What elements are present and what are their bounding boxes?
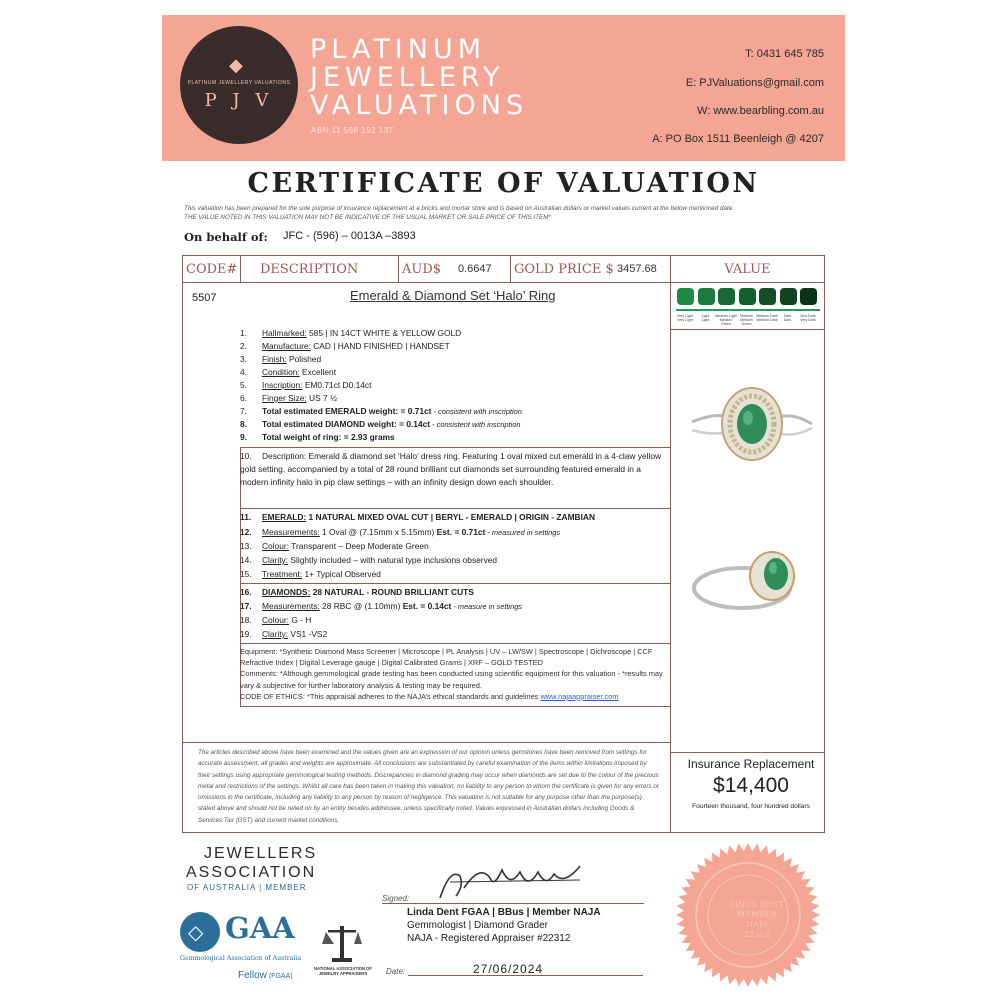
colour-swatch (759, 288, 776, 305)
jewellers-association-line-3: OF AUSTRALIA | MEMBER (187, 883, 307, 892)
aud-label: AUD$ (402, 262, 442, 277)
table-top-border (182, 255, 824, 256)
gaa-diamond-icon: ◇ (188, 922, 204, 944)
detail-row-9: 9. Total weight of ring: = 2.93 grams (240, 432, 395, 442)
legal-disclaimer: The articles described above have been examined and the values given are an expression of our opinion unless gemstones have been removed from settings for accurate assessment, all grades and weights are approximate. All conclusions are substantiated by careful examination of the items within limitations imposed by their settings using appropriate gemmological testing methods. Discrepancies in diamond grading may occur when diamonds are set due to the colour of the precious metal and restrictions of the settings. Whilst all care has been taken in making this valuation, no liability to any person to whom the certificate is given for any errors or omissions in the certificate, including any liability to any person by reason of negligence. This valuation is not suitable for any purpose other than the purpose(s) stated above and should not be relied on by an entity besides addressee, unless specifically noted. Values expressed in Australian dollars including Goods & Services Tax (GST) and current market conditions. (198, 749, 659, 824)
equipment-block: Equipment: *Synthetic Diamond Mass Screener | Microscope | PL Analysis | UV – LW/SW | Spectroscope | Dichroscope | CCF Refractive Index | Digital Leverage gauge | Digital Calibrated Grams | XRF – GOLD TESTED Comments: *Although gemmological grade testing has been conducted using scientific equipment for this valuation - *results may vary & subjective for further laboratory analysis & testing may be required. CODE OF ETHICS: *This appraisal adheres to the NAJA’s ethical standards and guidelines www.najaappraiser.com (240, 647, 663, 701)
aud-value: 0.6647 (458, 263, 492, 275)
on-behalf-label: On behalf of: (184, 230, 268, 244)
diamond-row-17: 17. Measurements: 28 RBC @ (1.10mm) Est. = 0.14ct - measure in settings (240, 601, 522, 611)
signer-title: Gemmologist | Diamond Grader (407, 920, 548, 931)
contact-email: E: PJValuations@gmail.com (685, 77, 824, 89)
emerald-row-15: 15. Treatment: 1+ Typical Observed (240, 569, 381, 579)
emerald-row-12: 12. Measurements: 1 Oval @ (7.15mm x 5.15mm) Est. = 0.71ct - measured in settings (240, 527, 561, 537)
gold-col-divider (510, 255, 511, 282)
table-right-border (824, 255, 825, 833)
equipment-top-line (240, 643, 670, 644)
logo-initials: P J V (204, 90, 274, 111)
table-left-border (182, 255, 183, 833)
colour-scale-label: Very Light Very Light (677, 314, 693, 322)
naja-link[interactable]: www.najaappraiser.com (540, 691, 619, 701)
colour-scale-label: Medium Light Medium Green (715, 314, 737, 326)
detail-row-2: 2. Manufacture: CAD | HAND FINISHED | HANDSET (240, 341, 450, 351)
detail-row-6: 6. Finger Size: US 7 ½ (240, 393, 337, 403)
colour-scale-label: Light Light (701, 314, 710, 322)
logo-ring-text: PLATINUM JEWELLERY VALUATIONS (187, 80, 291, 86)
colour-scale-bar (676, 309, 820, 311)
certificate-title: CERTIFICATE OF VALUATION (247, 168, 760, 199)
scale-divider (671, 329, 824, 330)
col-header-description: DESCRIPTION (260, 262, 359, 277)
jewellers-association-line-1: JEWELLERS (204, 845, 318, 862)
diamond-row-19: 19. Clarity: VS1 -VS2 (240, 629, 328, 639)
item-code: 5507 (192, 292, 217, 304)
detail-row-3: 3. Finish: Polished (240, 354, 322, 364)
colour-swatch (780, 288, 797, 305)
contact-phone: T: 0431 645 785 (745, 48, 824, 60)
code-col-divider (240, 255, 241, 282)
diamonds-heading: 16. DIAMONDS: 28 NATURAL - ROUND BRILLIANT CUTS (240, 587, 474, 597)
disclaimer-line-1: This valuation has been prepared for the sole purpose of insurance replacement at a bricks and mortar store and is based on Australian dollars or market values current at the below mentioned date. (184, 205, 735, 212)
naja-scales-icon (320, 920, 364, 964)
jewellers-association-line-2: ASSOCIATION (186, 864, 317, 881)
colour-swatch (718, 288, 735, 305)
diamond-row-18: 18. Colour: G - H (240, 615, 312, 625)
legal-divider (182, 742, 671, 743)
table-bottom-border (182, 832, 825, 833)
emerald-row-13: 13. Colour: Transparent – Deep Moderate Green (240, 541, 429, 551)
colour-swatch (698, 288, 715, 305)
brand-line-2: JEWELLERY (310, 62, 505, 93)
disclaimer-line-2: THE VALUE NOTED IN THIS VALUATION MAY NOT BE INDICATIVE OF THE USUAL MARKET OR SALE PRICE OF THIS ITEM* (184, 214, 551, 221)
brand-line-3: VALUATIONS (310, 90, 529, 121)
col-header-value: VALUE (724, 262, 771, 277)
header-row-border (182, 282, 824, 283)
item-title: Emerald & Diamond Set ‘Halo’ Ring (350, 288, 556, 303)
insurance-amount: $14,400 (713, 774, 789, 797)
emerald-top-line (240, 508, 670, 509)
colour-scale-label: Medium Medium Green (740, 314, 753, 326)
diamond-icon: ◆ (229, 55, 243, 75)
colour-scale-label: Medium Dark Medium Dark (756, 314, 778, 322)
colour-swatch (739, 288, 756, 305)
signed-label: Signed: (382, 894, 410, 903)
date-value: 27/06/2024 (473, 962, 544, 976)
diamond-top-line (240, 583, 670, 584)
seal-text: LINDA DENT MEMBER NAJA 22312 (729, 900, 785, 939)
date-label: Date: (386, 967, 406, 976)
insurance-label: Insurance Replacement (687, 757, 815, 771)
signer-name: Linda Dent FGAA | BBus | Member NAJA (407, 907, 601, 918)
equipment-bottom-line (240, 706, 670, 707)
ring-photo-side (690, 548, 814, 618)
detail-row-4: 4. Condition: Excellent (240, 367, 337, 377)
insurance-divider (671, 752, 824, 753)
emerald-heading: 11. EMERALD: 1 NATURAL MIXED OVAL CUT | BERYL - EMERALD | ORIGIN - ZAMBIAN (240, 512, 596, 522)
emerald-row-14: 14. Clarity: Slightly included – with natural type inclusions observed (240, 555, 498, 565)
naja-name: NATIONAL ASSOCIATION OF JEWELRY APPRAISERS (313, 966, 372, 976)
detail-row-7: 7. Total estimated EMERALD weight: = 0.71ct - consistent with inscription (240, 406, 522, 416)
contact-website: W: www.bearbling.com.au (697, 105, 824, 117)
brand-line-1: PLATINUM (310, 34, 487, 65)
detail-row-5: 5. Inscription: EM0.71ct D0.14ct (240, 380, 372, 390)
contact-address: A: PO Box 1511 Beenleigh @ 4207 (652, 133, 824, 145)
abn-number: ABN 11 568 192 137 (311, 126, 394, 135)
on-behalf-value: JFC - (596) – 0013A –3893 (283, 230, 416, 242)
colour-swatch (677, 288, 694, 305)
gaa-logo-text: GAA (225, 911, 295, 945)
gold-price-value: 3457.68 (617, 263, 657, 275)
signature-image (430, 858, 590, 906)
fellow-label: Fellow (FGAA) (238, 970, 293, 981)
gold-price-label: GOLD PRICE $ (514, 262, 614, 277)
gaa-full-name: Gemmological Association of Australia (180, 955, 302, 962)
detail-row-1: 1. Hallmarked: 585 | IN 14CT WHITE & YELLOW GOLD (240, 328, 462, 338)
signer-registration: NAJA - Registered Appraiser #22312 (407, 933, 571, 944)
detail-row-8: 8. Total estimated DIAMOND weight: = 0.14ct - consistent with inscription (240, 419, 521, 429)
description-block: 10. Description: Emerald & diamond set ‘Halo’ dress ring. Featuring 1 oval mixed cut emerald in a 4-claw yellow gold setting, accompanied by a total of 28 round brilliant cut diamonds set surrounding featured emerald in a modern infinity halo in pip claw settings – with an infinity design down each shoulder. (240, 451, 662, 487)
colour-scale-label: Very Dark Very Dark (800, 314, 816, 322)
value-col-divider (670, 255, 671, 833)
aud-col-divider (398, 255, 399, 282)
insurance-amount-words: Fourteen thousand, four hundred dollars (692, 803, 810, 810)
desc-top-line (240, 447, 670, 448)
col-header-code: CODE# (186, 262, 238, 277)
colour-scale-label: Dark Dark (783, 314, 792, 322)
ring-photo-front (690, 382, 814, 472)
colour-swatch (800, 288, 817, 305)
